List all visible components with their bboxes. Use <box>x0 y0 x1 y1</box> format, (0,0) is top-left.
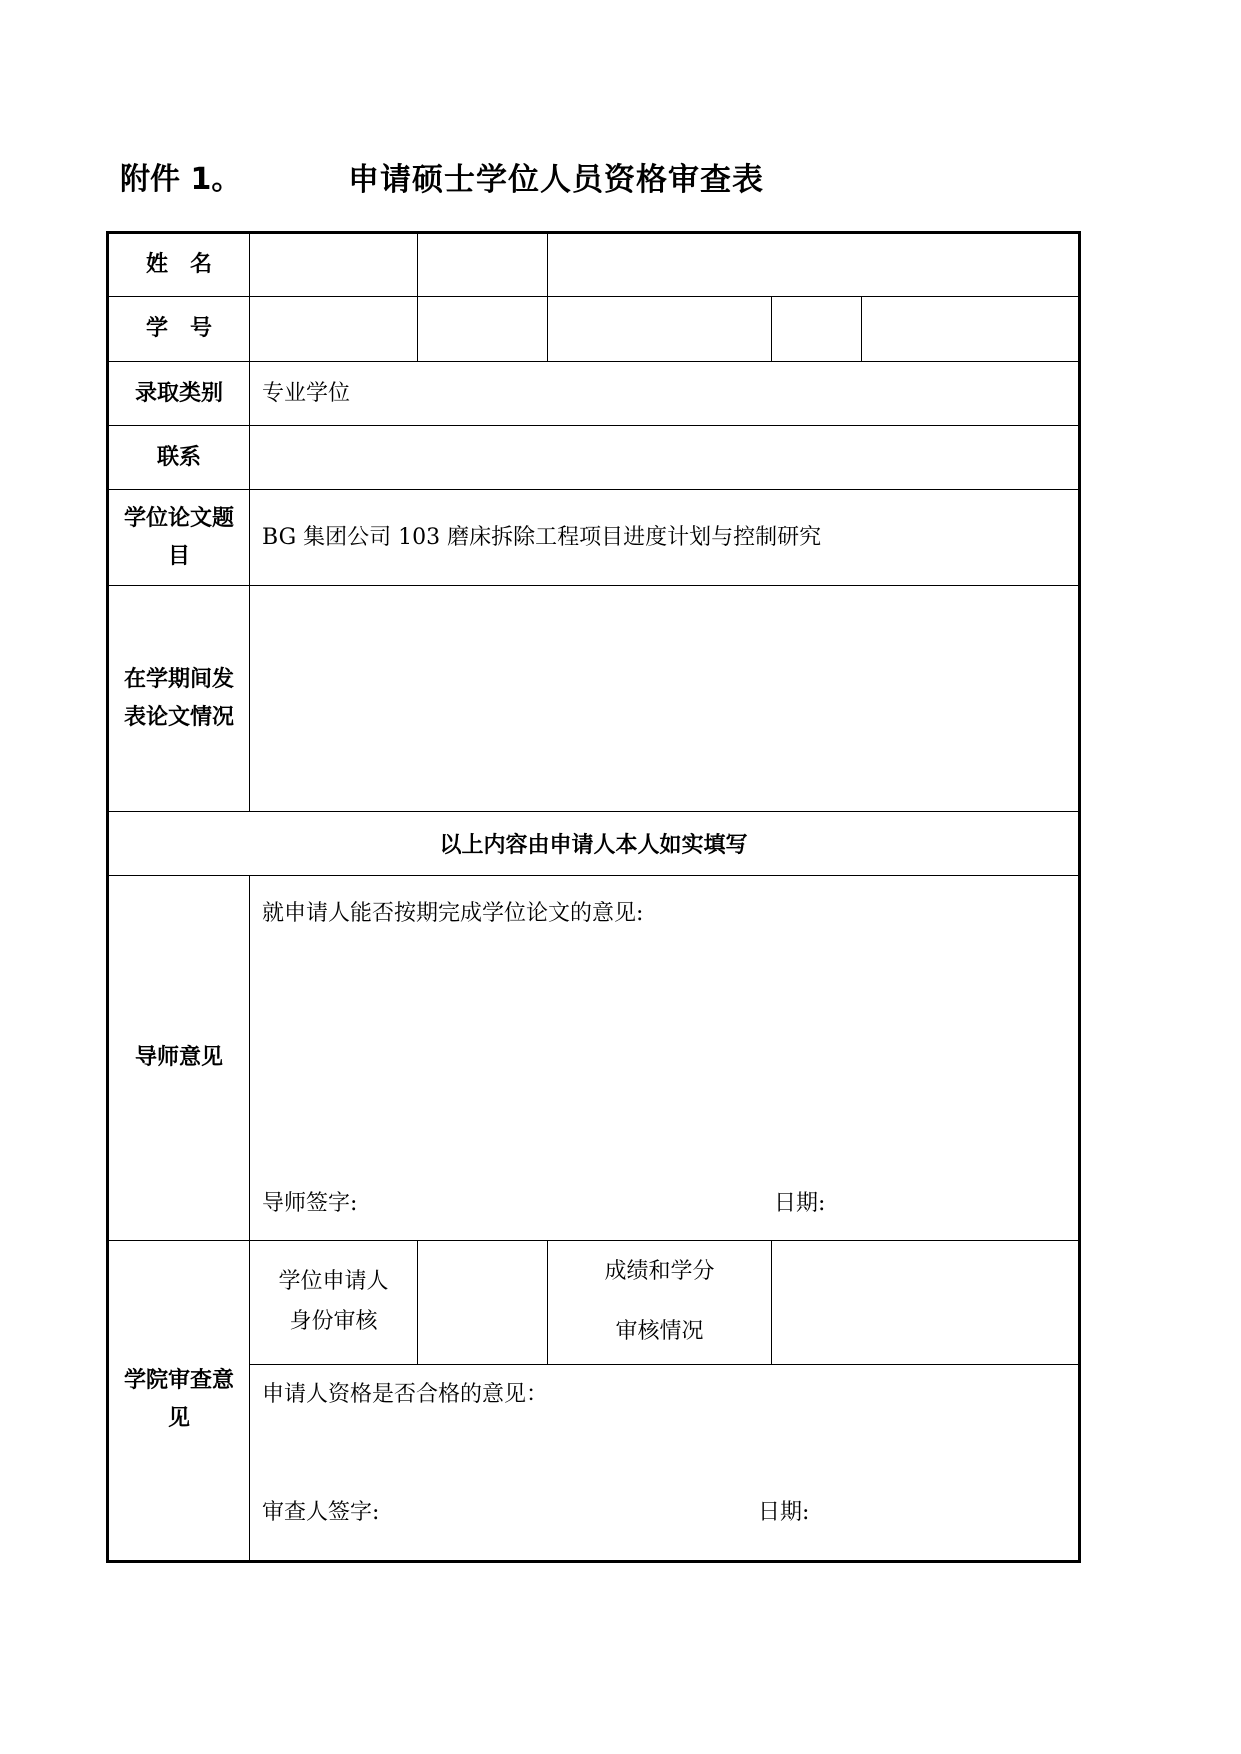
grades-review-label-line1: 成绩和学分 <box>604 1259 715 1285</box>
name-row-cell-3[interactable] <box>548 233 1080 297</box>
grades-review-label-line2: 审核情况 <box>615 1319 704 1345</box>
thesis-title-value[interactable]: BG 集团公司 103 磨床拆除工程项目进度计划与控制研究 <box>250 490 1080 586</box>
qualification-prompt: 申请人资格是否合格的意见： <box>262 1381 549 1407</box>
student-id-row-cell-3[interactable] <box>548 297 772 362</box>
publications-field[interactable] <box>250 586 1080 812</box>
name-field[interactable] <box>250 233 418 297</box>
grades-review-label <box>548 1240 772 1364</box>
student-id-row-cell-4[interactable] <box>772 297 862 362</box>
admission-type-value[interactable]: 专业学位 <box>250 362 1080 426</box>
advisor-signature-label: 导师签字: <box>262 1191 358 1217</box>
student-id-row-cell-5[interactable] <box>862 297 1080 362</box>
grades-review-field[interactable] <box>772 1240 1080 1364</box>
thesis-title-label: 学位论文题目 <box>108 490 250 586</box>
contact-label: 联系 <box>108 426 250 490</box>
contact-row <box>108 426 1080 490</box>
form-title: 申请硕士学位人员资格审查表 <box>348 162 764 198</box>
reviewer-signature-label: 审查人签字: <box>262 1499 380 1525</box>
admission-type-label: 录取类别 <box>108 362 250 426</box>
advisor-row <box>108 876 1080 1240</box>
college-section-label: 学院审查意见 <box>108 1240 250 1561</box>
advisor-prompt: 就申请人能否按期完成学位论文的意见: <box>262 901 644 927</box>
student-id-row <box>108 297 1080 362</box>
reviewer-date-label: 日期: <box>758 1499 810 1525</box>
attachment-label: 附件 1。 <box>120 162 242 197</box>
identity-review-label: 学位申请人身份审核 <box>250 1240 418 1364</box>
advisor-opinion-cell[interactable] <box>250 876 1080 1240</box>
name-label: 姓 名 <box>108 233 250 297</box>
advisor-section-label: 导师意见 <box>108 876 250 1240</box>
student-id-row-cell-2[interactable] <box>418 297 548 362</box>
publications-row <box>108 586 1080 812</box>
student-id-label: 学 号 <box>108 297 250 362</box>
name-row <box>108 233 1080 297</box>
admission-type-row <box>108 362 1080 426</box>
qualification-row <box>108 1364 1080 1561</box>
self-fill-note: 以上内容由申请人本人如实填写 <box>108 812 1080 876</box>
name-row-cell-2[interactable] <box>418 233 548 297</box>
advisor-date-label: 日期: <box>774 1191 826 1217</box>
student-id-field[interactable] <box>250 297 418 362</box>
self-fill-note-row <box>108 812 1080 876</box>
qualification-review-form <box>106 231 1081 1563</box>
college-review-row <box>108 1240 1080 1364</box>
publications-label: 在学期间发表论文情况 <box>108 586 250 812</box>
identity-review-field[interactable] <box>418 1240 548 1364</box>
thesis-title-row <box>108 490 1080 586</box>
contact-field[interactable] <box>250 426 1080 490</box>
form-header <box>120 160 1120 210</box>
qualification-opinion-cell[interactable] <box>250 1364 1080 1561</box>
